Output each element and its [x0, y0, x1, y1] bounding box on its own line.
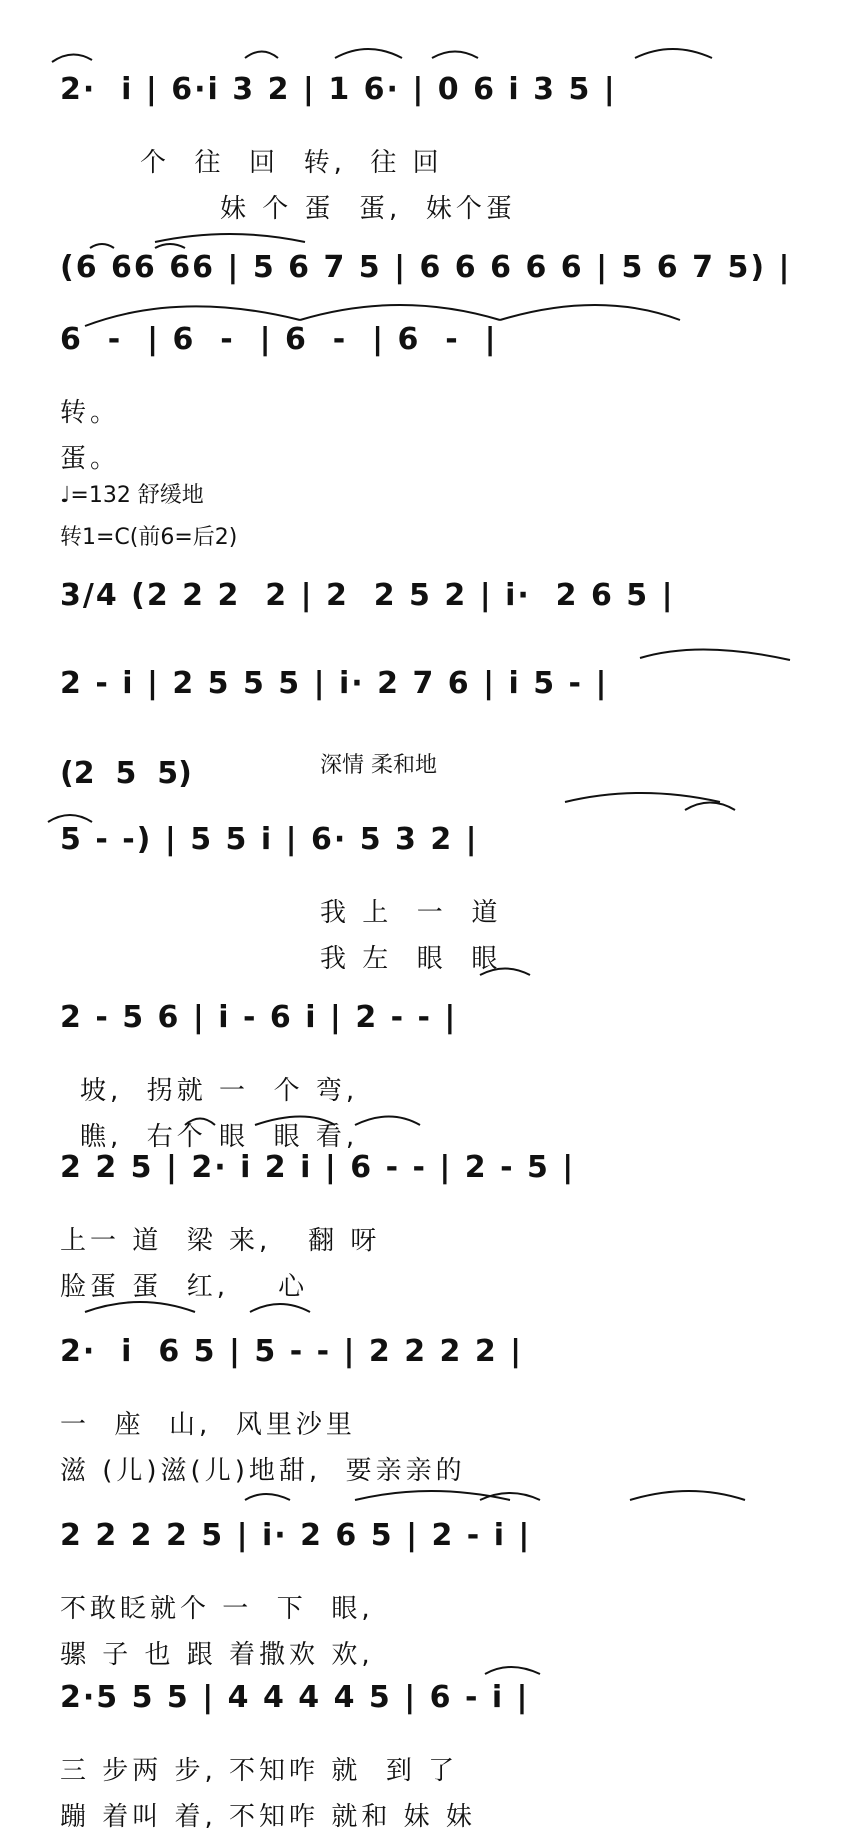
notes-line: 2 2 5 | 2· i 2 i | 6 - - | 2 - 5 |: [60, 1150, 576, 1185]
lyric-verse-2: 蛋。: [60, 444, 121, 474]
lyric-verse-1: 上一 道 梁 来, 翻 呀: [60, 1226, 381, 1256]
lyric-verse-1: 个 往 回 转, 往 回: [140, 148, 443, 178]
lyric-verse-2: 骡 子 也 跟 着撒欢 欢,: [60, 1640, 374, 1670]
lyric-verse-1: 不敢眨就个 一 下 眼,: [60, 1594, 374, 1624]
small-notes: (2 5 5): [60, 756, 192, 791]
notes-line: 3/4 (2 2 2 2 | 2 2 5 2 | i· 2 6 5 |: [60, 578, 675, 613]
notes-line: 2· i 6 5 | 5 - - | 2 2 2 2 |: [60, 1334, 524, 1369]
key-modulation: 转1=C(前6=后2): [60, 525, 238, 550]
notes-line: 2 2 2 2 5 | i· 2 6 5 | 2 - i |: [60, 1518, 532, 1553]
lyric-verse-2: 滋 (儿)滋(儿)地甜, 要亲亲的: [60, 1456, 466, 1486]
notes-line: 2 - i | 2 5 5 5 | i· 2 7 6 | i 5 - |: [60, 666, 609, 701]
notes-line: 6 - | 6 - | 6 - | 6 - |: [60, 322, 498, 357]
notes-line: 2· i | 6·i 3 2 | 1 6· | 0 6 i 3 5 |: [60, 72, 617, 107]
lyric-verse-2: 妹 个 蛋 蛋, 妹个蛋: [220, 194, 516, 224]
tempo-marking: ♩=132 舒缓地: [60, 483, 204, 508]
quarter-note-icon: ♩: [60, 483, 71, 508]
notes-line: 2 - 5 6 | i - 6 i | 2 - - |: [60, 1000, 458, 1035]
expression-marking: 深情 柔和地: [320, 753, 437, 778]
lyric-verse-2: 我 左 眼 眼: [320, 944, 502, 974]
lyric-verse-1: 一 座 山, 风里沙里: [60, 1410, 356, 1440]
notes-line: (6 66 66 | 5 6 7 5 | 6 6 6 6 6 | 5 6 7 5) |: [60, 250, 792, 285]
notes-line: 2·5 5 5 | 4 4 4 4 5 | 6 - i |: [60, 1680, 530, 1715]
notes-line: 5 - -) | 5 5 i | 6· 5 3 2 |: [60, 822, 479, 857]
lyric-verse-2: 蹦 着叫 着, 不知咋 就和 妹 妹: [60, 1802, 476, 1832]
lyric-verse-1: 我 上 一 道: [320, 898, 502, 928]
lyric-verse-1: 转。: [60, 398, 121, 428]
lyric-verse-1: 三 步两 步, 不知咋 就 到 了: [60, 1756, 459, 1786]
lyric-verse-2: 脸蛋 蛋 红, 心: [60, 1272, 309, 1302]
lyric-verse-2: 瞧, 右个 眼 眼 看,: [80, 1122, 359, 1152]
lyric-verse-1: 坡, 拐就 一 个 弯,: [80, 1076, 359, 1106]
